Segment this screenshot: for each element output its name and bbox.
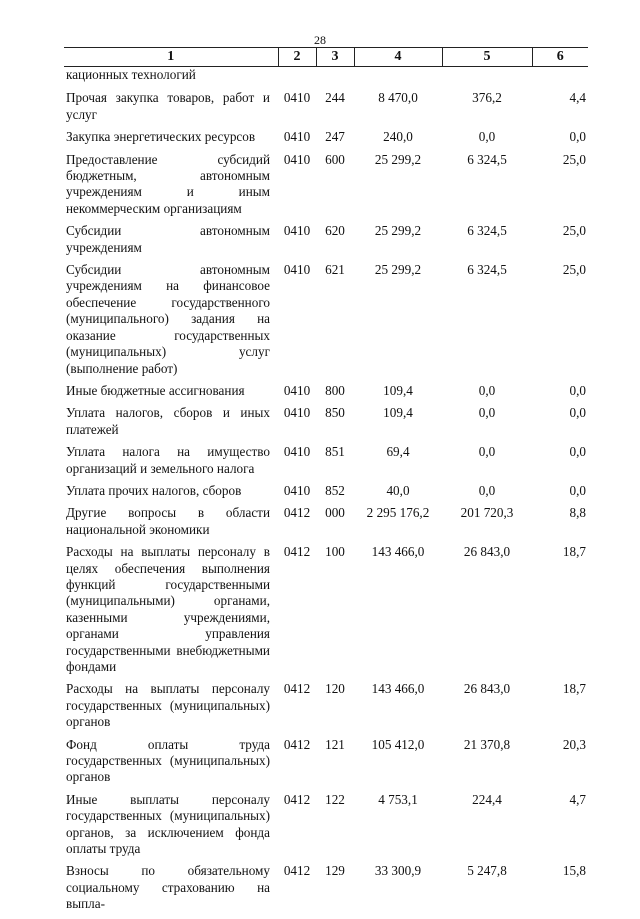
table-row [64, 152, 588, 224]
row-execution-percent: 20,3 [562, 736, 586, 752]
table-row [64, 483, 588, 505]
row-expense-type-code: 247 [325, 129, 345, 145]
table-row [64, 262, 588, 383]
row-executed-amount: 5 247,8 [467, 863, 507, 879]
row-planned-amount: 2 295 176,2 [366, 505, 430, 521]
table-row [64, 792, 588, 864]
row-execution-percent: 18,7 [562, 544, 586, 560]
row-executed-amount [442, 67, 532, 91]
row-name: Взносы по обязательному социальному страхованию на выпла- [66, 863, 270, 912]
row-name: Иные бюджетные ассигнования [66, 382, 245, 398]
row-section-code: 0412 [283, 863, 311, 879]
row-section-code: 0410 [283, 90, 311, 106]
row-section-code: 0410 [283, 444, 311, 460]
table-body [64, 67, 588, 919]
table-row [64, 67, 588, 91]
row-executed-amount: 201 720,3 [460, 505, 514, 521]
row-name: кационных технологий [66, 67, 196, 82]
row-executed-amount: 21 370,8 [463, 736, 511, 752]
header-col-3: 3 [316, 48, 354, 67]
row-execution-percent: 25,0 [562, 151, 586, 167]
row-planned-amount: 8 470,0 [378, 90, 418, 106]
table-row [64, 505, 588, 544]
row-expense-type-code: 800 [325, 382, 345, 398]
row-expense-type-code: 600 [325, 151, 345, 167]
row-planned-amount: 109,4 [383, 405, 413, 421]
row-planned-amount: 33 300,9 [374, 863, 422, 879]
row-name: Расходы на выплаты персоналу в целях обеспечения выполнения функций государственными (муниципальными) органами, казенными учреждениями, органами управления государственными внебюджетными фондами [66, 544, 270, 674]
row-executed-amount: 26 843,0 [463, 544, 511, 560]
row-planned-amount: 143 466,0 [371, 544, 425, 560]
row-planned-amount: 105 412,0 [371, 736, 425, 752]
table-row [64, 383, 588, 405]
row-execution-percent: 18,7 [562, 681, 586, 697]
row-section-code: 0410 [283, 223, 311, 239]
row-expense-type-code: 120 [325, 681, 345, 697]
row-expense-type-code: 244 [325, 90, 345, 106]
budget-execution-table [64, 47, 588, 919]
row-expense-type-code: 129 [325, 863, 345, 879]
row-planned-amount: 143 466,0 [371, 681, 425, 697]
row-section-code: 0410 [283, 382, 311, 398]
row-execution-percent: 15,8 [562, 863, 586, 879]
row-section-code: 0412 [283, 505, 311, 521]
row-section-code: 0410 [283, 405, 311, 421]
row-name: Другие вопросы в области национальной экономики [66, 505, 270, 537]
row-section-code: 0412 [283, 736, 311, 752]
row-executed-amount: 6 324,5 [467, 223, 507, 239]
table-row [64, 863, 588, 918]
page-number: 28 [314, 33, 326, 47]
header-col-2: 2 [278, 48, 316, 67]
row-planned-amount: 69,4 [386, 444, 410, 460]
header-col-4: 4 [354, 48, 442, 67]
row-execution-percent: 0,0 [569, 482, 586, 498]
row-planned-amount: 240,0 [383, 129, 413, 145]
table-row [64, 737, 588, 792]
row-expense-type-code: 850 [325, 405, 345, 421]
row-name: Субсидии автономным учреждениям на финансовое обеспечение государственного (муниципального) задания на оказание государственных (муниципальных) услуг (выполнение работ) [66, 262, 270, 376]
row-section-code: 0410 [283, 129, 311, 145]
row-section-code [278, 67, 316, 91]
row-name: Фонд оплаты труда государственных (муниципальных) органов [66, 736, 270, 785]
row-executed-amount: 224,4 [472, 791, 502, 807]
row-execution-percent: 25,0 [562, 262, 586, 278]
row-expense-type-code: 621 [325, 262, 345, 278]
table-row [64, 405, 588, 444]
row-executed-amount: 0,0 [478, 405, 496, 421]
row-expense-type-code: 000 [325, 505, 345, 521]
row-executed-amount: 26 843,0 [463, 681, 511, 697]
row-execution-percent: 8,8 [569, 505, 586, 521]
row-execution-percent: 25,0 [562, 223, 586, 239]
row-execution-percent: 0,0 [569, 382, 586, 398]
row-planned-amount: 25 299,2 [374, 223, 422, 239]
row-execution-percent: 0,0 [569, 444, 586, 460]
row-planned-amount: 4 753,1 [378, 791, 418, 807]
table-row [64, 681, 588, 736]
row-expense-type-code: 620 [325, 223, 345, 239]
row-name: Закупка энергетических ресурсов [66, 129, 256, 145]
row-expense-type-code: 100 [325, 544, 345, 560]
row-section-code: 0412 [283, 681, 311, 697]
row-name: Уплата прочих налогов, сборов [66, 482, 242, 498]
table-row [64, 444, 588, 483]
row-expense-type-code: 851 [325, 444, 345, 460]
row-executed-amount: 0,0 [478, 129, 496, 145]
row-section-code: 0412 [283, 791, 311, 807]
row-planned-amount: 109,4 [383, 382, 413, 398]
table-row [64, 223, 588, 262]
table-row [64, 90, 588, 129]
row-expense-type-code [316, 67, 354, 91]
row-executed-amount: 376,2 [472, 90, 502, 106]
row-expense-type-code: 121 [325, 736, 345, 752]
row-execution-percent: 0,0 [569, 405, 586, 421]
row-executed-amount: 0,0 [478, 444, 496, 460]
row-executed-amount: 6 324,5 [467, 262, 507, 278]
header-col-1: 1 [64, 48, 278, 67]
row-planned-amount [354, 67, 442, 91]
header-col-6: 6 [532, 48, 588, 67]
row-name: Предоставление субсидий бюджетным, автономным учреждениям и иным некоммерческим организациям [66, 151, 270, 216]
row-name: Уплата налогов, сборов и иных платежей [66, 405, 270, 437]
row-name: Субсидии автономным учреждениям [66, 223, 270, 255]
header-col-5: 5 [442, 48, 532, 67]
table-row [64, 544, 588, 681]
row-planned-amount: 25 299,2 [374, 151, 422, 167]
row-section-code: 0410 [283, 262, 311, 278]
row-executed-amount: 0,0 [478, 482, 496, 498]
row-execution-percent [532, 67, 588, 91]
row-execution-percent: 4,4 [569, 90, 586, 106]
row-execution-percent: 0,0 [569, 129, 586, 145]
row-section-code: 0412 [283, 544, 311, 560]
row-section-code: 0410 [283, 482, 311, 498]
row-executed-amount: 6 324,5 [467, 151, 507, 167]
row-execution-percent: 4,7 [569, 791, 586, 807]
row-expense-type-code: 852 [325, 482, 345, 498]
table-row [64, 129, 588, 151]
row-name: Иные выплаты персоналу государственных (муниципальных) органов, за исключением фонда оплаты труда [66, 791, 270, 857]
row-executed-amount: 0,0 [478, 382, 496, 398]
row-expense-type-code: 122 [325, 791, 345, 807]
row-section-code: 0410 [283, 151, 311, 167]
row-name: Расходы на выплаты персоналу государственных (муниципальных) органов [66, 681, 270, 730]
table-header [64, 48, 588, 67]
row-planned-amount: 25 299,2 [374, 262, 422, 278]
row-planned-amount: 40,0 [386, 482, 410, 498]
row-name: Уплата налога на имущество организаций и земельного налога [66, 444, 270, 476]
row-name: Прочая закупка товаров, работ и услуг [66, 90, 270, 122]
header-row [64, 48, 588, 67]
